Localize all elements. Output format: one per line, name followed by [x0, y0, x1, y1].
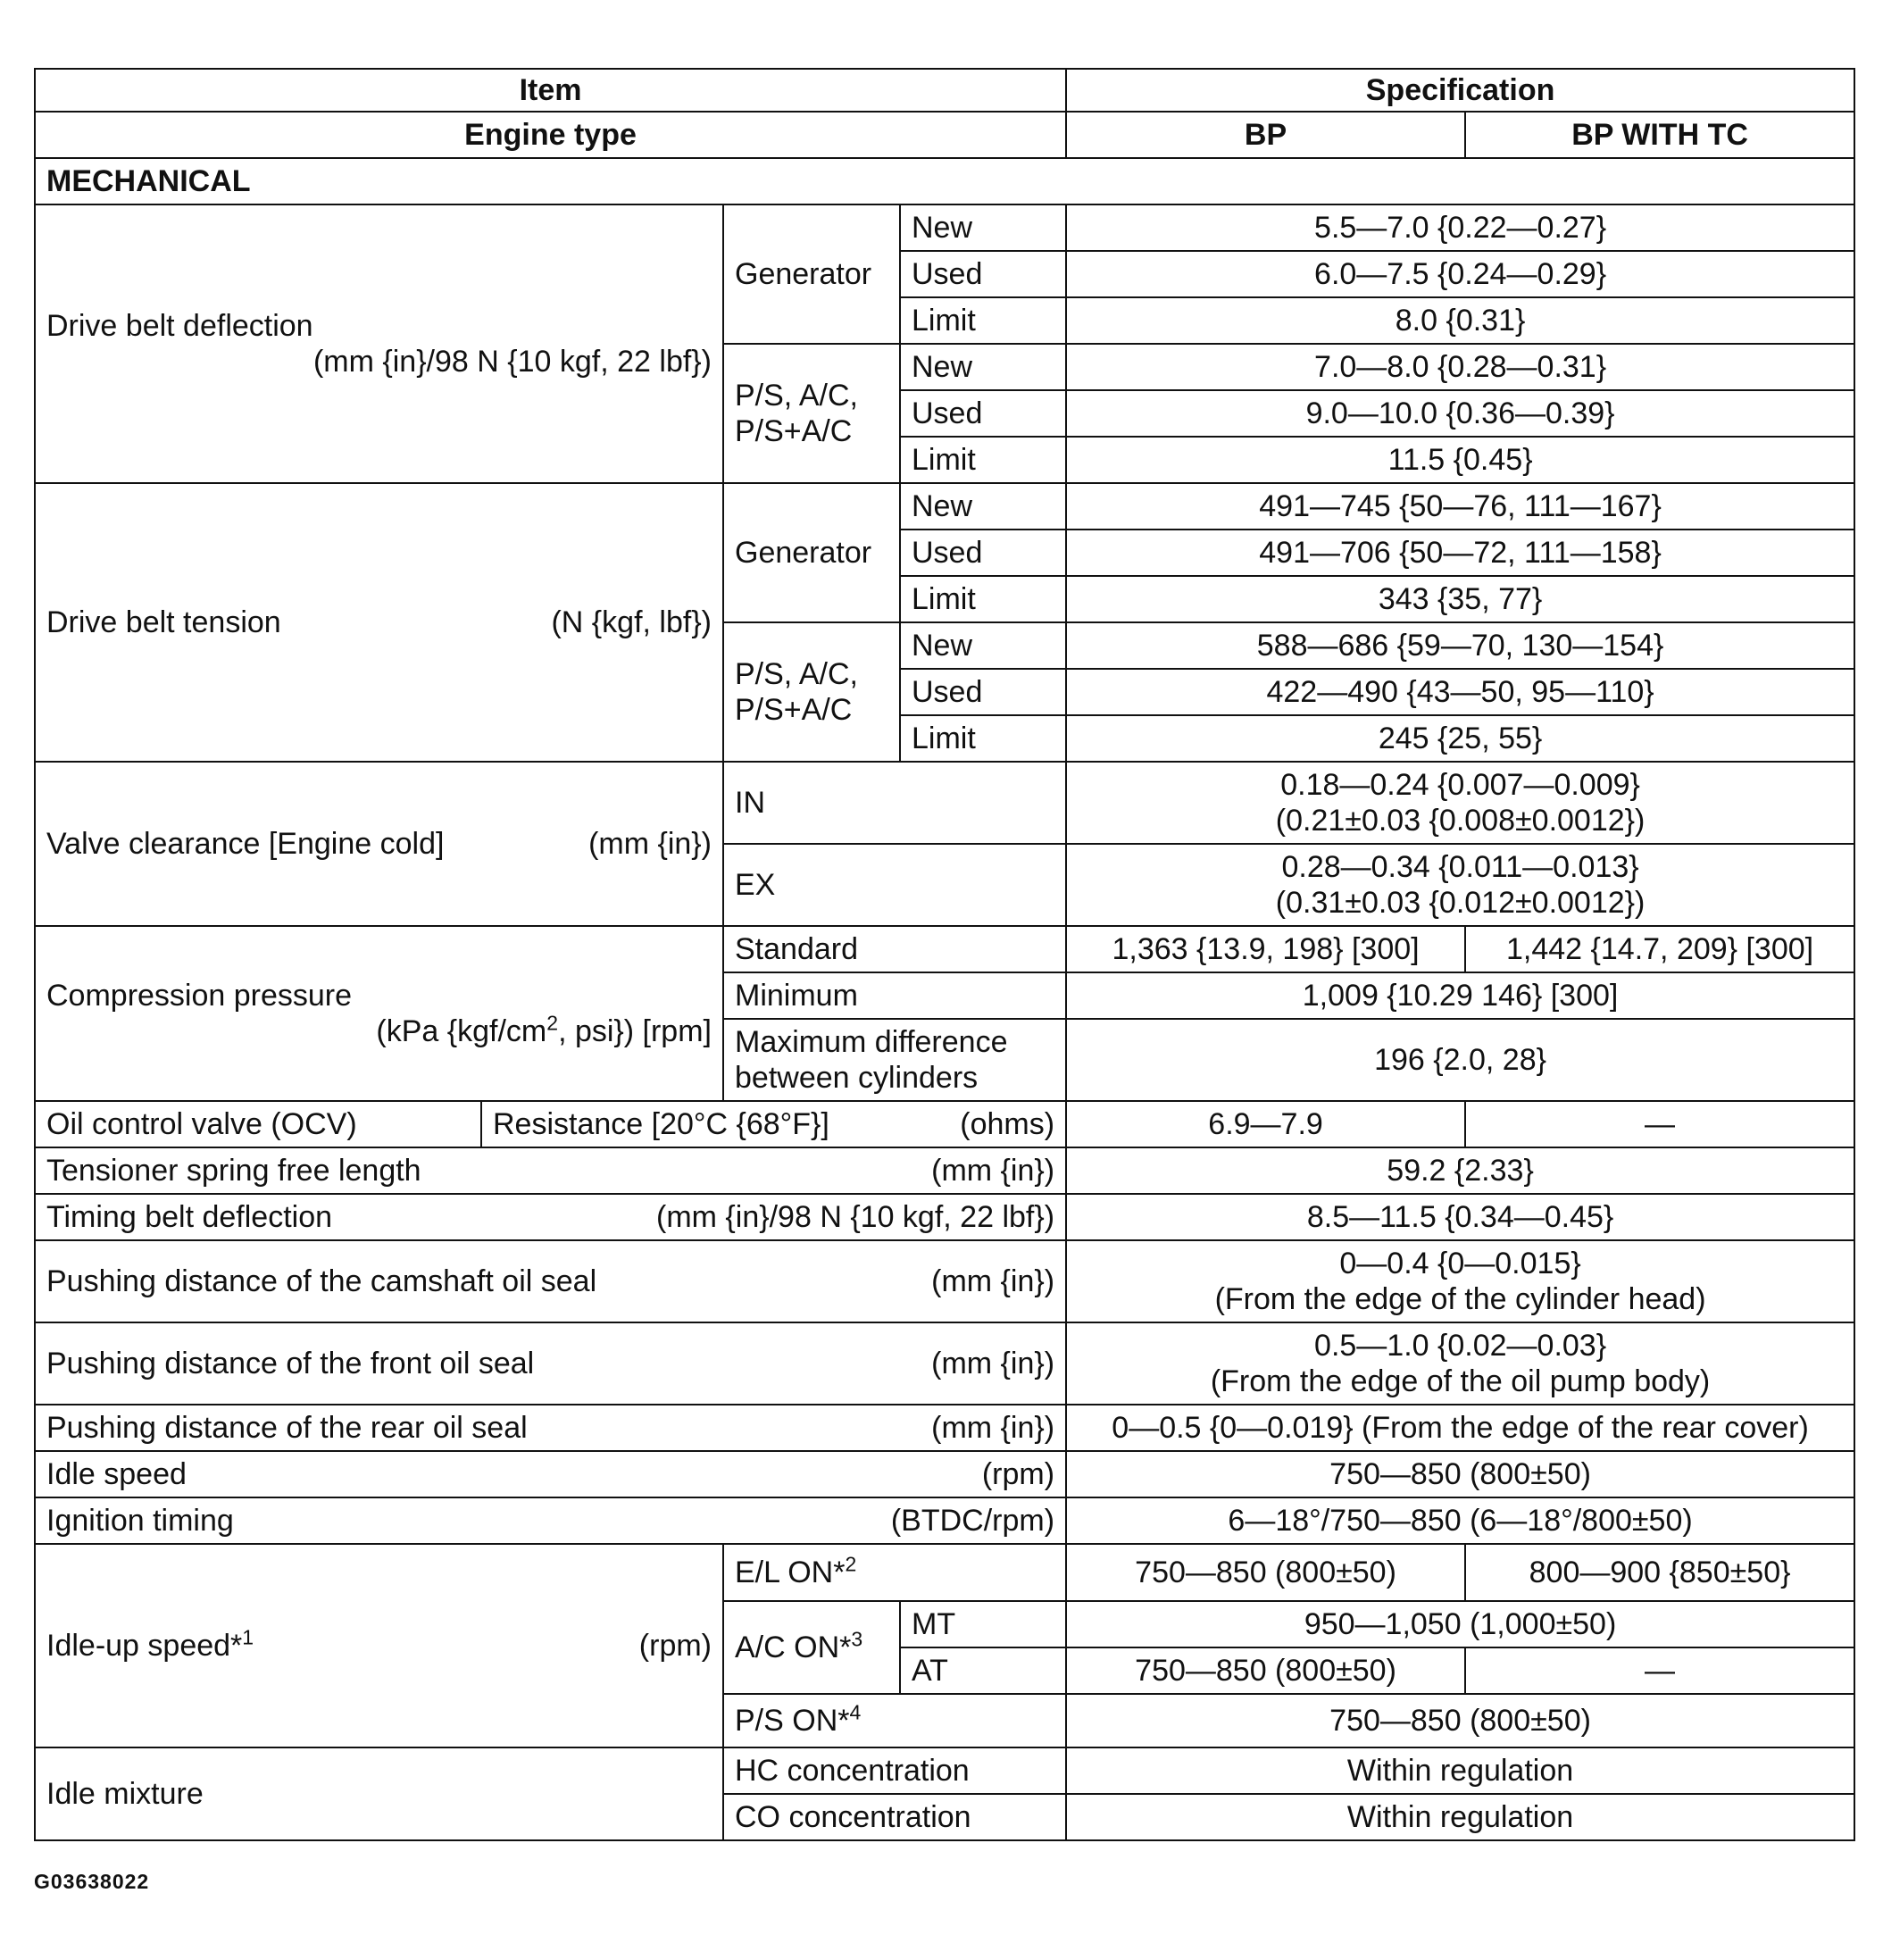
timing-belt-value: 8.5—11.5 {0.34—0.45}: [1066, 1194, 1854, 1240]
engine-type-header: Engine type: [35, 112, 1066, 158]
table-row: [35, 1451, 1854, 1497]
compression-maxdiff-label: Maximum difference between cylinders: [723, 1019, 1066, 1101]
figure-id: G03638022: [34, 1870, 150, 1893]
table-row: [35, 1747, 1854, 1794]
ocv-resistance: Resistance [20°C {68°F}]: [493, 1107, 829, 1141]
compression-minimum-value: 1,009 {10.29 146} [300]: [1066, 972, 1854, 1019]
at-bp: 750—850 (800±50): [1066, 1647, 1465, 1694]
timing-belt-label-cell: [35, 1194, 1066, 1240]
camshaft-seal-value: 0—0.4 {0—0.015} (From the edge of the cylinder head): [1066, 1240, 1854, 1322]
condition-label: Used: [900, 530, 1066, 576]
spec-value: 588—686 {59—70, 130—154}: [1066, 622, 1854, 669]
ignition-value: 6—18°/750—850 (6—18°/800±50): [1066, 1497, 1854, 1544]
tensioner-value: 59.2 {2.33}: [1066, 1147, 1854, 1194]
spec-value: 6.0—7.5 {0.24—0.29}: [1066, 251, 1854, 297]
idle-up-label-cell: [35, 1544, 723, 1747]
co-value: Within regulation: [1066, 1794, 1854, 1840]
front-seal-label-cell: [35, 1322, 1066, 1405]
spec-value: 245 {25, 55}: [1066, 715, 1854, 762]
table-row: [35, 483, 1854, 530]
idle-up-units: (rpm): [638, 1629, 712, 1663]
rear-seal-value: 0—0.5 {0—0.019} (From the edge of the rear cover): [1066, 1405, 1854, 1451]
table-row: [35, 1322, 1854, 1405]
ocv-resistance-cell: [481, 1101, 1066, 1147]
ps-on-value: 750—850 (800±50): [1066, 1694, 1854, 1747]
table-row: [35, 762, 1854, 844]
valve-in-value: [1066, 762, 1854, 844]
spec-value: 491—706 {50—72, 111—158}: [1066, 530, 1854, 576]
condition-label: New: [900, 483, 1066, 530]
front-seal-value: 0.5—1.0 {0.02—0.03} (From the edge of the oil pump body): [1066, 1322, 1854, 1405]
rear-seal-units: (mm {in}): [931, 1411, 1055, 1445]
idle-speed-value: 750—850 (800±50): [1066, 1451, 1854, 1497]
ignition-label: Ignition timing: [46, 1504, 234, 1538]
camshaft-seal-label-cell: [35, 1240, 1066, 1322]
ocv-tc-value: —: [1465, 1101, 1854, 1147]
table-row: [35, 1405, 1854, 1451]
valve-clearance-units: (mm {in}): [588, 827, 712, 861]
bp-header: BP: [1066, 112, 1465, 158]
engine-type-row: [35, 112, 1854, 158]
compression-minimum-label: Minimum: [723, 972, 1066, 1019]
ps-on-label: P/S ON*$^4$: [723, 1694, 1066, 1747]
tension-ps-ac: [723, 622, 900, 762]
condition-label: Used: [900, 669, 1066, 715]
deflection-label: Drive belt deflection: [46, 309, 313, 343]
hc-label: HC concentration: [723, 1747, 1066, 1794]
specification-table: [34, 68, 1855, 1841]
spec-value: 343 {35, 77}: [1066, 576, 1854, 622]
valve-ex-line-1: 0.28—0.34 {0.011—0.013}: [1281, 850, 1639, 884]
spec-value: 8.0 {0.31}: [1066, 297, 1854, 344]
compression-label-cell: [35, 926, 723, 1101]
spec-value: 9.0—10.0 {0.36—0.39}: [1066, 390, 1854, 437]
compression-units: (kPa {$kgf/cm^2$, psi}) [rpm]: [376, 1011, 712, 1048]
section-title: MECHANICAL: [35, 158, 1854, 204]
el-on-tc: 800—900 {850±50}: [1465, 1544, 1854, 1601]
spec-value: 491—745 {50—76, 111—167}: [1066, 483, 1854, 530]
ps-ac-line-1: P/S, A/C,: [735, 657, 858, 691]
valve-in-line-2: (0.21±0.03 {0.008±0.0012}): [1275, 804, 1646, 838]
condition-label: Used: [900, 251, 1066, 297]
table-row: [35, 1147, 1854, 1194]
condition-label: Limit: [900, 437, 1066, 483]
idle-mixture-label: Idle mixture: [35, 1747, 723, 1840]
compression-standard-label: Standard: [723, 926, 1066, 972]
tension-label: Drive belt tension: [46, 605, 281, 639]
valve-in-label: IN: [723, 762, 1066, 844]
at-label: AT: [900, 1647, 1066, 1694]
co-label: CO concentration: [723, 1794, 1066, 1840]
spec-value: 422—490 {43—50, 95—110}: [1066, 669, 1854, 715]
spec-value: 7.0—8.0 {0.28—0.31}: [1066, 344, 1854, 390]
condition-label: Limit: [900, 715, 1066, 762]
mt-value: 950—1,050 (1,000±50): [1066, 1601, 1854, 1647]
tensioner-label-cell: [35, 1147, 1066, 1194]
table-row: [35, 204, 1854, 251]
valve-in-line-1: 0.18—0.24 {0.007—0.009}: [1280, 768, 1640, 802]
front-seal-units: (mm {in}): [931, 1347, 1055, 1380]
tension-generator: Generator: [723, 483, 900, 622]
ps-ac-line-1: P/S, A/C,: [735, 379, 858, 413]
rear-seal-label-cell: [35, 1405, 1066, 1451]
ps-ac-line-2: P/S+A/C: [735, 414, 853, 448]
spec-value: 11.5 {0.45}: [1066, 437, 1854, 483]
table-row: [35, 926, 1854, 972]
idle-speed-label-cell: [35, 1451, 1066, 1497]
ocv-bp-value: 6.9—7.9: [1066, 1101, 1465, 1147]
deflection-generator: Generator: [723, 204, 900, 344]
tension-units: (N {kgf, lbf}): [551, 605, 712, 639]
table-row: [35, 1101, 1854, 1147]
compression-maxdiff-value: 196 {2.0, 28}: [1066, 1019, 1854, 1101]
ac-on-label: A/C ON*$^3$: [723, 1601, 900, 1694]
el-on-bp: 750—850 (800±50): [1066, 1544, 1465, 1601]
tensioner-units: (mm {in}): [931, 1154, 1055, 1188]
compression-standard-tc: 1,442 {14.7, 209} [300]: [1465, 926, 1854, 972]
compression-label: Compression pressure: [46, 979, 353, 1013]
deflection-units: (mm {in}/98 N {10 kgf, 22 lbf}): [312, 345, 712, 379]
el-on-label: E/L ON*$^2$: [723, 1544, 1066, 1601]
deflection-ps-ac: [723, 344, 900, 483]
compression-standard-bp: 1,363 {13.9, 198} [300]: [1066, 926, 1465, 972]
ocv-units: (ohms): [960, 1107, 1055, 1141]
table-row: [35, 1544, 1854, 1601]
timing-belt-label: Timing belt deflection: [46, 1200, 333, 1234]
valve-ex-label: EX: [723, 844, 1066, 926]
rear-seal-label: Pushing distance of the rear oil seal: [46, 1411, 528, 1445]
idle-up-label: Idle-up speed*$^1$: [46, 1625, 254, 1663]
table-row: [35, 1194, 1854, 1240]
tension-label-cell: [35, 483, 723, 762]
section-row: [35, 158, 1854, 204]
deflection-label-cell: [35, 204, 723, 483]
valve-ex-line-2: (0.31±0.03 {0.012±0.0012}): [1275, 886, 1646, 920]
spec-value: 5.5—7.0 {0.22—0.27}: [1066, 204, 1854, 251]
header-row: [35, 69, 1854, 112]
hc-value: Within regulation: [1066, 1747, 1854, 1794]
valve-ex-value: [1066, 844, 1854, 926]
condition-label: New: [900, 204, 1066, 251]
idle-speed-units: (rpm): [981, 1457, 1055, 1491]
idle-speed-label: Idle speed: [46, 1457, 187, 1491]
valve-clearance-label: Valve clearance [Engine cold]: [46, 827, 445, 861]
timing-belt-units: (mm {in}/98 N {10 kgf, 22 lbf}): [656, 1200, 1055, 1234]
condition-label: New: [900, 344, 1066, 390]
ignition-units: (BTDC/rpm): [890, 1504, 1055, 1538]
camshaft-seal-label: Pushing distance of the camshaft oil seal: [46, 1264, 597, 1298]
ocv-label: Oil control valve (OCV): [35, 1101, 481, 1147]
table-row: [35, 1240, 1854, 1322]
specification-header: Specification: [1066, 69, 1854, 112]
front-seal-label: Pushing distance of the front oil seal: [46, 1347, 535, 1380]
ps-ac-line-2: P/S+A/C: [735, 693, 853, 727]
item-header: Item: [35, 69, 1066, 112]
tensioner-label: Tensioner spring free length: [46, 1154, 421, 1188]
condition-label: New: [900, 622, 1066, 669]
ignition-label-cell: [35, 1497, 1066, 1544]
condition-label: Limit: [900, 576, 1066, 622]
table-row: [35, 1497, 1854, 1544]
condition-label: Used: [900, 390, 1066, 437]
mt-label: MT: [900, 1601, 1066, 1647]
bp-tc-header: BP WITH TC: [1465, 112, 1854, 158]
camshaft-seal-units: (mm {in}): [931, 1264, 1055, 1298]
at-tc: —: [1465, 1647, 1854, 1694]
condition-label: Limit: [900, 297, 1066, 344]
valve-clearance-label-cell: [35, 762, 723, 926]
